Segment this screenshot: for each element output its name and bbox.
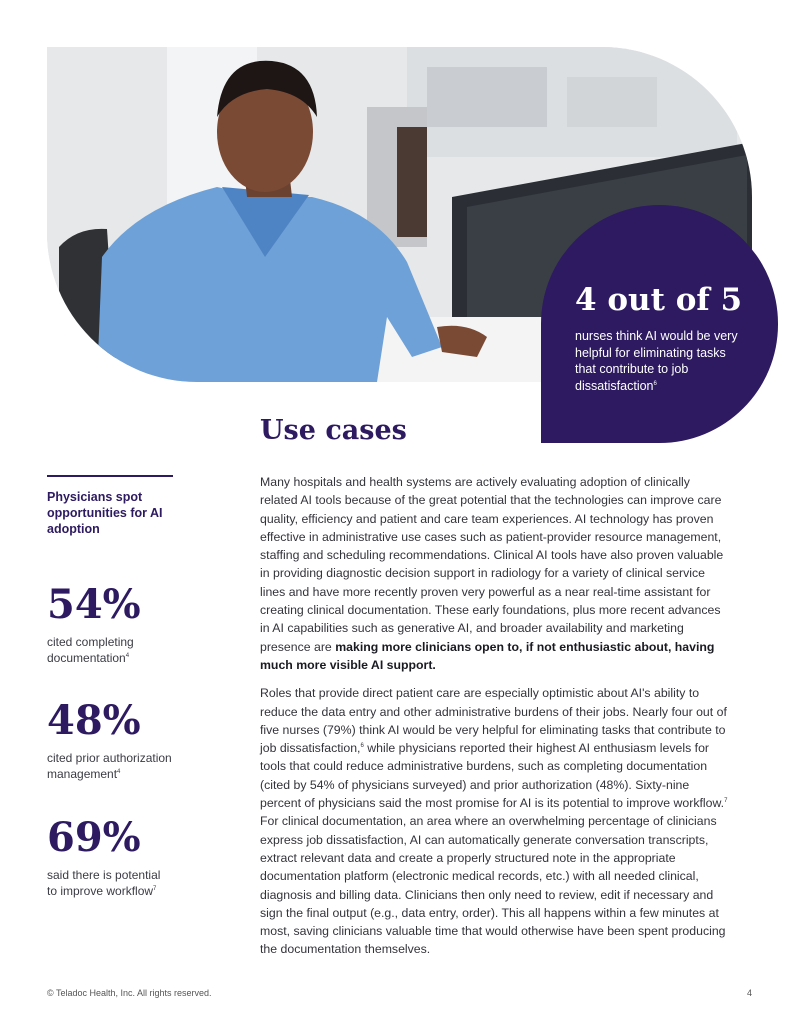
footnote-ref: 7 <box>724 797 728 804</box>
nurses-stat-caption: nurses think AI would be very helpful for eliminating tasks that contribute to job dissatisfaction$^6$ <box>575 329 738 393</box>
body-paragraph-1: Many hospitals and health systems are actively evaluating adoption of clinically related AI tools because of the great potential that the technologies can improve care quality, efficiency and patient and care team experiences. AI technology has proven effective in administrative use cases such as patient-provider resource management, staffing and scheduling recommendations. Clinical AI tools have also proven valuable in providing diagnostic decision support in radiology for a variety of clinical service lines and have more recently proven very powerful as a near real-time assistant for creating clinical documentation. These early foundations, plus more recent advances in AI capabilities such as generative AI, and broader availability and marketing presence are making more clinicians open to, if not enthusiastic about, having much more visible AI support. <box>260 475 724 672</box>
stat-caption: said there is potential to improve workflow$^7$ <box>47 868 161 898</box>
page-number: 4 <box>747 988 753 998</box>
stat-block-workflow <box>47 815 217 899</box>
nurses-stat-callout <box>541 205 778 443</box>
stat-value: 54% <box>47 581 141 628</box>
stat-value: 48% <box>47 697 141 744</box>
footnote-ref: 4 <box>125 653 130 659</box>
stat-caption: cited completing documentation$^4$ <box>47 635 134 665</box>
stat-block-prior-authorization <box>47 698 217 782</box>
footnote-ref: 6 <box>653 380 657 387</box>
stat-caption: cited prior authorization management$^4$ <box>47 751 172 781</box>
footer-copyright: © Teladoc Health, Inc. All rights reserved. <box>47 988 212 998</box>
body-text <box>260 473 730 969</box>
sidebar-heading: Physicians spot opportunities for AI adoption <box>47 490 163 536</box>
stat-block-documentation <box>47 582 217 666</box>
nurses-stat-value: 4 out of 5 <box>575 282 743 318</box>
footnote-ref: 7 <box>153 886 157 892</box>
body-emphasis: making more clinicians open to, if not enthusiastic about, having much more visible AI support. <box>260 639 715 672</box>
body-paragraph-2: Roles that provide direct patient care are especially optimistic about AI's ability to reduce the data entry and other administrative burdens of their jobs. Nearly four out of five nurses (79%) think AI would be very helpful for eliminating tasks that contribute to job dissatisfaction,$^6$ while physicians reported their highest AI enthusiasm levels for tools that could reduce administrative burdens, such as completing documentation (cited by 54% of physicians surveyed) and prior authorization (48%). Sixty-nine percent of physicians said the most promise for AI is its potential to improve workflow.$^7$ For clinical documentation, an area where an overwhelming percentage of clinicians express job dissatisfaction, AI can automatically generate conversation transcripts, extract relevant data and create a properly structured note in the appropriate documentation platform (electronic medical records, etc.) with all needed clinical, diagnosis and billing data. Clinicians then only need to review, edit if necessary and sign the final output (e.g., data entry, order). This all happens within a few minutes at most, saving clinicians valuable time that would otherwise have been spent producing the documentation themselves. <box>260 686 728 957</box>
stat-value: 69% <box>47 814 141 861</box>
sidebar-divider <box>47 475 173 477</box>
footnote-ref: 4 <box>117 769 121 775</box>
footnote-ref: 6 <box>360 743 364 750</box>
section-title: Use cases <box>260 415 407 446</box>
